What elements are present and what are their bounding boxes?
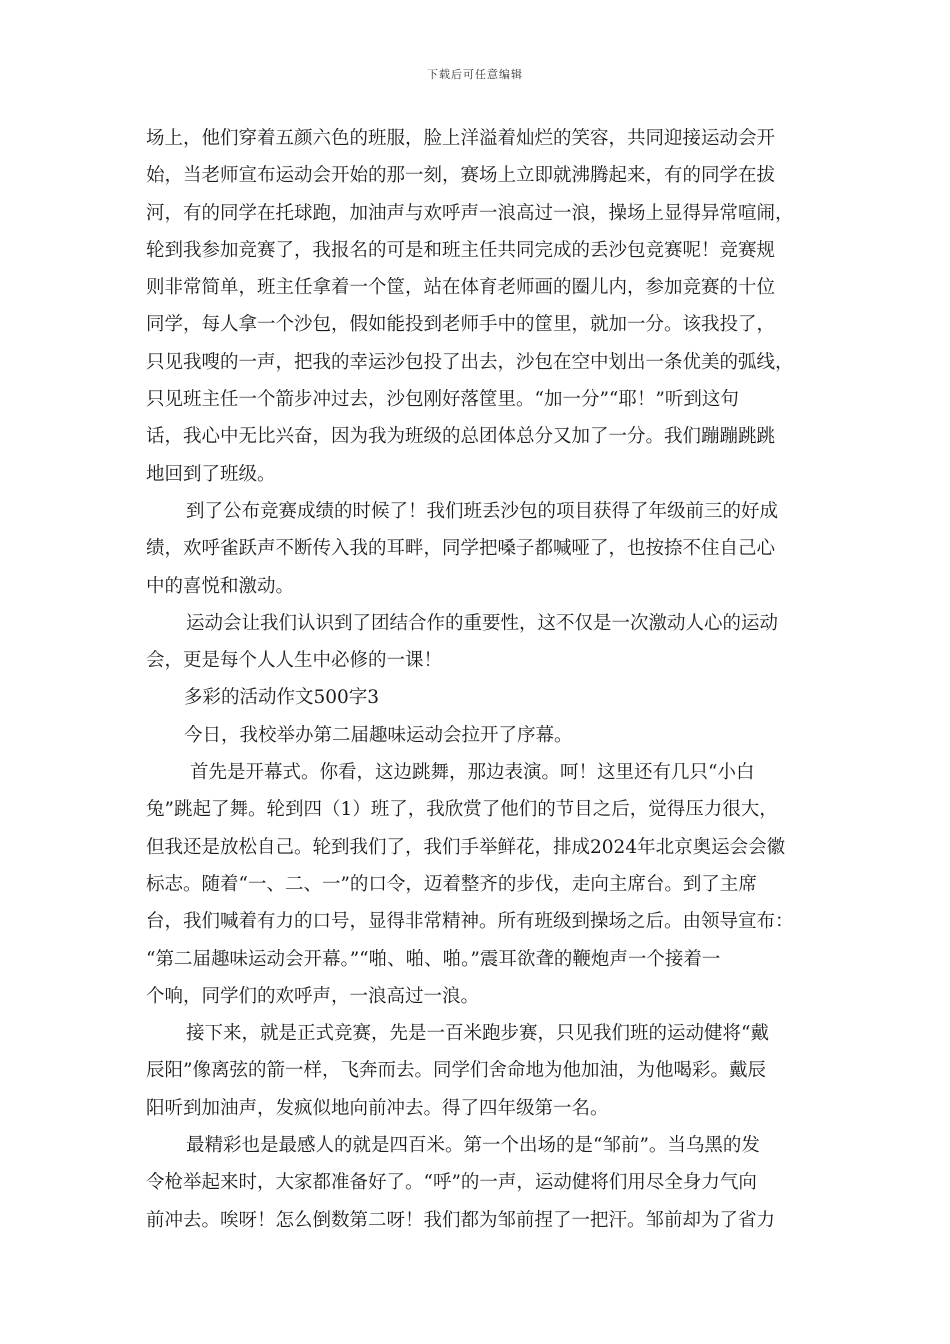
text-line: 只见我嗖的一声，把我的幸运沙包投了出去，沙包在空中划出一条优美的弧线，	[146, 351, 794, 373]
text-line: 前冲去。唉呀！怎么倒数第二呀！我们都为邹前捏了一把汗。邹前却为了省力	[146, 1209, 776, 1231]
text-line: 个响，同学们的欢呼声，一浪高过一浪。	[146, 985, 480, 1007]
paragraph	[146, 717, 808, 754]
text-line: 兔”跳起了舞。轮到四（1）班了，我欣赏了他们的节目之后，觉得压力很大，	[146, 799, 778, 821]
text-line: 首先是开幕式。你看，这边跳舞，那边表演。呵！这里还有几只“小白	[190, 762, 755, 784]
paragraph	[146, 1127, 808, 1239]
text-line: 标志。随着“一、二、一”的口令，迈着整齐的步伐，走向主席台。到了主席	[146, 873, 757, 895]
section-title	[146, 679, 808, 716]
text-line: 场上，他们穿着五颜六色的班服，脸上洋溢着灿烂的笑容，共同迎接运动会开	[146, 128, 776, 149]
document-body	[146, 120, 808, 1239]
text-line: 则非常简单，班主任拿着一个筐，站在体育老师画的圈儿内，参加竞赛的十位	[146, 277, 776, 299]
text-line: 接下来，就是正式竞赛，先是一百米跑步赛，只见我们班的运动健将“戴	[186, 1023, 769, 1045]
text-line: 河，有的同学在托球跑，加油声与欢呼声一浪高过一浪，操场上显得异常喧闹，	[146, 202, 794, 224]
text-line: 但我还是放松自己。轮到我们了，我们手举鲜花，排成2024年北京奥运会会徽	[146, 836, 786, 858]
text-line: 始，当老师宣布运动会开始的那一刻，赛场上立即就沸腾起来，有的同学在拔	[146, 165, 776, 187]
text-line: 多彩的活动作文500字3	[184, 687, 380, 709]
text-line: “第二届趣味运动会开幕。”“啪、啪、啪。”震耳欲聋的鞭炮声一个接着一	[146, 948, 721, 970]
text-line: 会，更是每个人人生中必修的一课！	[146, 650, 443, 672]
text-line: 阳听到加油声，发疯似地向前冲去。得了四年级第一名。	[146, 1097, 609, 1119]
text-line: 话，我心中无比兴奋，因为我为班级的总团体总分又加了一分。我们蹦蹦跳跳	[146, 426, 776, 448]
text-line: 轮到我参加竞赛了，我报名的可是和班主任共同完成的丢沙包竞赛呢！竞赛规	[146, 239, 776, 261]
text-line: 只见班主任一个箭步冲过去，沙包刚好落筐里。“加一分”“耶！”听到这句	[146, 389, 739, 411]
text-line: 到了公布竞赛成绩的时候了！我们班丢沙包的项目获得了年级前三的好成	[186, 500, 779, 522]
text-line: 运动会让我们认识到了团结合作的重要性，这不仅是一次激动人心的运动	[186, 612, 779, 634]
page-header: 下载后可任意编辑	[427, 68, 523, 81]
text-line: 同学，每人拿一个沙包，假如能投到老师手中的筐里，就加一分。该我投了，	[146, 314, 776, 336]
paragraph	[146, 754, 808, 1015]
text-line: 台，我们喊着有力的口号，显得非常精神。所有班级到操场之后。由领导宣布：	[146, 911, 794, 933]
text-line: 地回到了班级。	[146, 463, 276, 485]
text-line: 辰阳”像离弦的箭一样，飞奔而去。同学们舍命地为他加油，为他喝彩。戴辰	[146, 1060, 766, 1082]
text-line: 今日，我校举办第二届趣味运动会拉开了序幕。	[184, 724, 573, 746]
paragraph	[146, 493, 808, 605]
paragraph	[146, 1015, 808, 1127]
text-line: 令枪举起来时，大家都准备好了。“呼”的一声，运动健将们用尽全身力气向	[146, 1172, 757, 1194]
text-line: 绩，欢呼雀跃声不断传入我的耳畔，同学把嗓子都喊哑了，也按捺不住自己心	[146, 538, 776, 560]
paragraph	[146, 605, 808, 680]
paragraph	[146, 120, 808, 493]
text-line: 中的喜悦和激动。	[146, 575, 295, 597]
text-line: 最精彩也是最感人的就是四百米。第一个出场的是“邹前”。当乌黑的发	[186, 1135, 760, 1157]
